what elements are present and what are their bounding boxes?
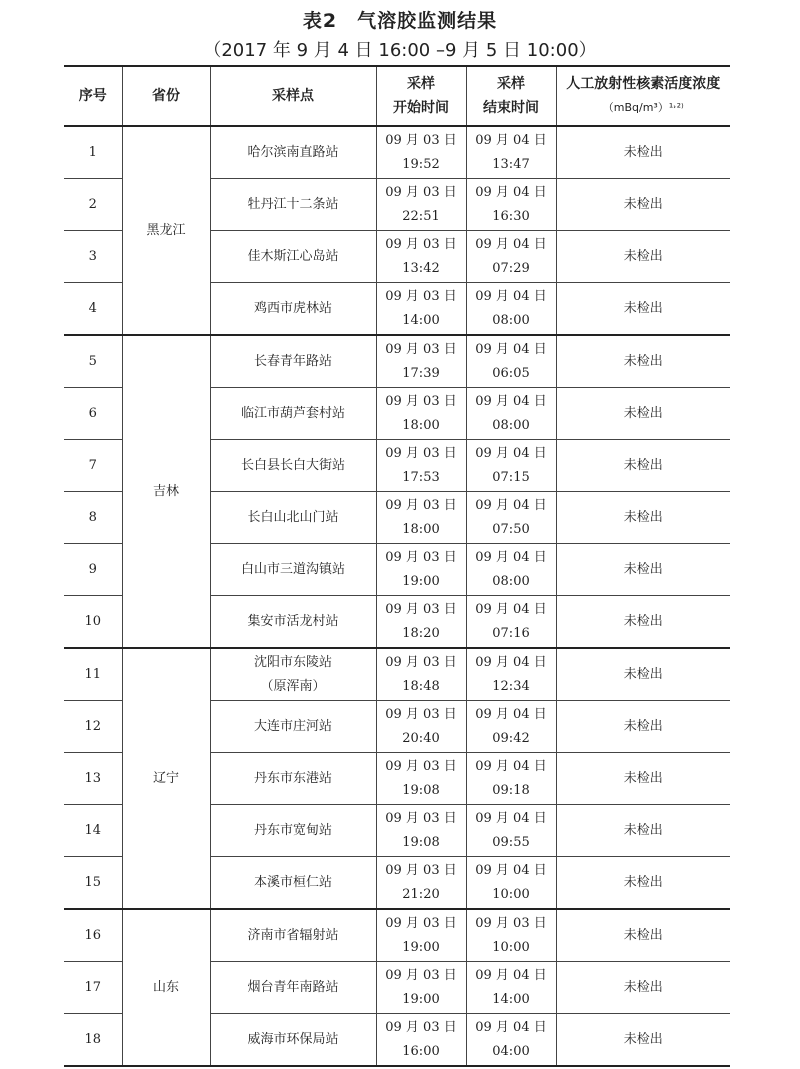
table-subtitle: （2017 年 9 月 4 日 16:00 –9 月 5 日 10:00） [203, 40, 597, 61]
sampling-site [210, 126, 376, 179]
result-cell: 未检出 [556, 126, 730, 179]
sampling-site-name: 本溪市桓仁站 [253, 874, 332, 890]
sampling-end-time [466, 805, 556, 857]
end-date: 09 月 03 日 [475, 915, 547, 931]
sampling-site [210, 440, 376, 492]
start-clock: 13:42 [402, 260, 440, 276]
end-date: 09 月 04 日 [475, 549, 547, 565]
row-number: 12 [64, 701, 122, 753]
end-clock: 13:47 [492, 156, 530, 172]
start-clock: 18:20 [402, 625, 440, 641]
row-number: 18 [64, 1014, 122, 1067]
sampling-end-time [466, 857, 556, 910]
sampling-site [210, 753, 376, 805]
header-end-line2: 结束时间 [483, 100, 539, 116]
sampling-site [210, 857, 376, 910]
start-date: 09 月 03 日 [385, 758, 457, 774]
sampling-end-time [466, 388, 556, 440]
result-cell: 未检出 [556, 805, 730, 857]
sampling-site-name: 白山市三道沟镇站 [240, 561, 345, 577]
sampling-end-time [466, 962, 556, 1014]
table-row [64, 648, 730, 701]
row-number: 7 [64, 440, 122, 492]
sampling-site-name: 威海市环保局站 [247, 1031, 339, 1047]
end-clock: 09:18 [492, 782, 530, 798]
start-clock: 19:00 [402, 573, 440, 589]
header-concentration-label: 人工放射性核素活度浓度 [566, 76, 721, 92]
row-number: 9 [64, 544, 122, 596]
start-date: 09 月 03 日 [385, 341, 457, 357]
sampling-start-time [376, 335, 466, 388]
end-clock: 08:00 [492, 573, 530, 589]
end-clock: 10:00 [492, 939, 530, 955]
row-number: 17 [64, 962, 122, 1014]
result-cell: 未检出 [556, 440, 730, 492]
start-clock: 19:00 [402, 991, 440, 1007]
sampling-end-time [466, 596, 556, 649]
end-date: 09 月 04 日 [475, 654, 547, 670]
end-date: 09 月 04 日 [475, 967, 547, 983]
table-row [64, 335, 730, 388]
sampling-site-name: 长白县长白大街站 [240, 457, 345, 473]
sampling-end-time [466, 544, 556, 596]
start-clock: 17:39 [402, 365, 440, 381]
sampling-site-name: 丹东市宽甸站 [253, 822, 332, 838]
header-end-time [466, 66, 556, 126]
start-date: 09 月 03 日 [385, 288, 457, 304]
end-date: 09 月 04 日 [475, 236, 547, 252]
end-clock: 16:30 [492, 208, 530, 224]
end-date: 09 月 04 日 [475, 393, 547, 409]
table-row [64, 126, 730, 179]
row-number: 5 [64, 335, 122, 388]
sampling-site [210, 648, 376, 701]
start-date: 09 月 03 日 [385, 184, 457, 200]
sampling-end-time [466, 126, 556, 179]
header-start-line1: 采样 [407, 76, 435, 92]
sampling-end-time [466, 335, 556, 388]
sampling-site-name: 佳木斯江心岛站 [247, 248, 339, 264]
end-clock: 14:00 [492, 991, 530, 1007]
sampling-start-time [376, 857, 466, 910]
end-clock: 07:15 [492, 469, 530, 485]
sampling-start-time [376, 283, 466, 336]
sampling-start-time [376, 753, 466, 805]
result-cell: 未检出 [556, 648, 730, 701]
result-cell: 未检出 [556, 1014, 730, 1067]
start-clock: 19:08 [402, 782, 440, 798]
sampling-site-name: 大连市庄河站 [253, 718, 332, 734]
result-cell: 未检出 [556, 701, 730, 753]
sampling-site [210, 388, 376, 440]
result-cell: 未检出 [556, 962, 730, 1014]
end-date: 09 月 04 日 [475, 601, 547, 617]
sampling-site-name: 哈尔滨南直路站 [247, 144, 339, 160]
row-number: 14 [64, 805, 122, 857]
sampling-site [210, 596, 376, 649]
end-date: 09 月 04 日 [475, 132, 547, 148]
result-cell: 未检出 [556, 596, 730, 649]
sampling-site-note: （原浑南） [260, 678, 326, 694]
start-date: 09 月 03 日 [385, 1019, 457, 1035]
start-date: 09 月 03 日 [385, 601, 457, 617]
end-clock: 04:00 [492, 1043, 530, 1059]
start-date: 09 月 03 日 [385, 549, 457, 565]
sampling-end-time [466, 440, 556, 492]
province-cell: 辽宁 [122, 648, 210, 909]
result-cell: 未检出 [556, 283, 730, 336]
sampling-start-time [376, 805, 466, 857]
sampling-site-name: 济南市省辐射站 [247, 927, 339, 943]
header-site: 采样点 [210, 66, 376, 126]
row-number: 6 [64, 388, 122, 440]
row-number: 16 [64, 909, 122, 962]
end-clock: 10:00 [492, 886, 530, 902]
sampling-start-time [376, 492, 466, 544]
end-clock: 09:42 [492, 730, 530, 746]
end-date: 09 月 04 日 [475, 445, 547, 461]
sampling-start-time [376, 648, 466, 701]
sampling-site-name: 长春青年路站 [253, 353, 332, 369]
result-cell: 未检出 [556, 909, 730, 962]
end-clock: 07:50 [492, 521, 530, 537]
start-date: 09 月 03 日 [385, 236, 457, 252]
sampling-site [210, 544, 376, 596]
row-number: 8 [64, 492, 122, 544]
end-clock: 08:00 [492, 417, 530, 433]
end-date: 09 月 04 日 [475, 341, 547, 357]
start-clock: 22:51 [402, 208, 440, 224]
start-date: 09 月 03 日 [385, 445, 457, 461]
end-clock: 12:34 [492, 678, 530, 694]
province-cell: 山东 [122, 909, 210, 1066]
result-cell: 未检出 [556, 544, 730, 596]
sampling-start-time [376, 701, 466, 753]
header-province: 省份 [122, 66, 210, 126]
start-date: 09 月 03 日 [385, 497, 457, 513]
sampling-end-time [466, 753, 556, 805]
start-clock: 17:53 [402, 469, 440, 485]
table-row [64, 909, 730, 962]
sampling-site [210, 492, 376, 544]
start-clock: 18:00 [402, 521, 440, 537]
sampling-start-time [376, 388, 466, 440]
header-concentration [556, 66, 730, 126]
sampling-site-name: 沈阳市东陵站 [253, 654, 332, 670]
row-number: 11 [64, 648, 122, 701]
sampling-end-time [466, 283, 556, 336]
results-table [64, 65, 730, 1067]
sampling-end-time [466, 909, 556, 962]
end-date: 09 月 04 日 [475, 184, 547, 200]
end-date: 09 月 04 日 [475, 758, 547, 774]
end-date: 09 月 04 日 [475, 810, 547, 826]
start-date: 09 月 03 日 [385, 132, 457, 148]
sampling-end-time [466, 701, 556, 753]
sampling-site [210, 179, 376, 231]
table-title: 表2 气溶胶监测结果 [302, 10, 498, 32]
row-number: 10 [64, 596, 122, 649]
start-clock: 18:00 [402, 417, 440, 433]
row-number: 2 [64, 179, 122, 231]
end-date: 09 月 04 日 [475, 1019, 547, 1035]
sampling-site-name: 烟台青年南路站 [247, 979, 339, 995]
end-clock: 06:05 [492, 365, 530, 381]
result-cell: 未检出 [556, 179, 730, 231]
sampling-start-time [376, 1014, 466, 1067]
start-clock: 19:00 [402, 939, 440, 955]
start-date: 09 月 03 日 [385, 862, 457, 878]
sampling-site [210, 1014, 376, 1067]
sampling-start-time [376, 126, 466, 179]
province-cell: 吉林 [122, 335, 210, 648]
start-clock: 14:00 [402, 312, 440, 328]
sampling-site-name: 鸡西市虎林站 [253, 300, 332, 316]
sampling-site-name: 临江市葫芦套村站 [240, 405, 345, 421]
sampling-end-time [466, 179, 556, 231]
row-number: 4 [64, 283, 122, 336]
header-no: 序号 [64, 66, 122, 126]
start-date: 09 月 03 日 [385, 915, 457, 931]
sampling-start-time [376, 231, 466, 283]
row-number: 15 [64, 857, 122, 910]
sampling-site [210, 701, 376, 753]
end-clock: 08:00 [492, 312, 530, 328]
sampling-site [210, 283, 376, 336]
end-date: 09 月 04 日 [475, 862, 547, 878]
sampling-start-time [376, 962, 466, 1014]
start-date: 09 月 03 日 [385, 706, 457, 722]
end-clock: 09:55 [492, 834, 530, 850]
sampling-site-name: 集安市活龙村站 [247, 613, 339, 629]
sampling-end-time [466, 1014, 556, 1067]
start-clock: 20:40 [402, 730, 440, 746]
sampling-site-name: 长白山北山门站 [247, 509, 339, 525]
end-clock: 07:29 [492, 260, 530, 276]
result-cell: 未检出 [556, 857, 730, 910]
end-date: 09 月 04 日 [475, 706, 547, 722]
row-number: 1 [64, 126, 122, 179]
sampling-site [210, 335, 376, 388]
sampling-end-time [466, 648, 556, 701]
start-clock: 19:52 [402, 156, 440, 172]
sampling-start-time [376, 544, 466, 596]
province-cell: 黑龙江 [122, 126, 210, 335]
sampling-site [210, 962, 376, 1014]
sampling-site [210, 231, 376, 283]
start-clock: 19:08 [402, 834, 440, 850]
header-end-line1: 采样 [497, 76, 525, 92]
end-clock: 07:16 [492, 625, 530, 641]
row-number: 3 [64, 231, 122, 283]
header-concentration-unit: （mBq/m³）¹˒²⁾ [602, 101, 684, 114]
result-cell: 未检出 [556, 388, 730, 440]
result-cell: 未检出 [556, 753, 730, 805]
sampling-start-time [376, 440, 466, 492]
row-number: 13 [64, 753, 122, 805]
header-start-line2: 开始时间 [393, 100, 449, 116]
end-date: 09 月 04 日 [475, 288, 547, 304]
start-date: 09 月 03 日 [385, 810, 457, 826]
sampling-start-time [376, 179, 466, 231]
start-date: 09 月 03 日 [385, 654, 457, 670]
sampling-start-time [376, 596, 466, 649]
sampling-end-time [466, 492, 556, 544]
sampling-site [210, 805, 376, 857]
result-cell: 未检出 [556, 492, 730, 544]
sampling-site-name: 牡丹江十二条站 [247, 196, 339, 212]
sampling-start-time [376, 909, 466, 962]
end-date: 09 月 04 日 [475, 497, 547, 513]
start-date: 09 月 03 日 [385, 393, 457, 409]
sampling-site-name: 丹东市东港站 [253, 770, 332, 786]
start-date: 09 月 03 日 [385, 967, 457, 983]
table-body [64, 126, 730, 1066]
sampling-end-time [466, 231, 556, 283]
table-header-row [64, 66, 730, 126]
sampling-site [210, 909, 376, 962]
start-clock: 18:48 [402, 678, 440, 694]
result-cell: 未检出 [556, 335, 730, 388]
result-cell: 未检出 [556, 231, 730, 283]
start-clock: 21:20 [402, 886, 440, 902]
start-clock: 16:00 [402, 1043, 440, 1059]
header-start-time [376, 66, 466, 126]
